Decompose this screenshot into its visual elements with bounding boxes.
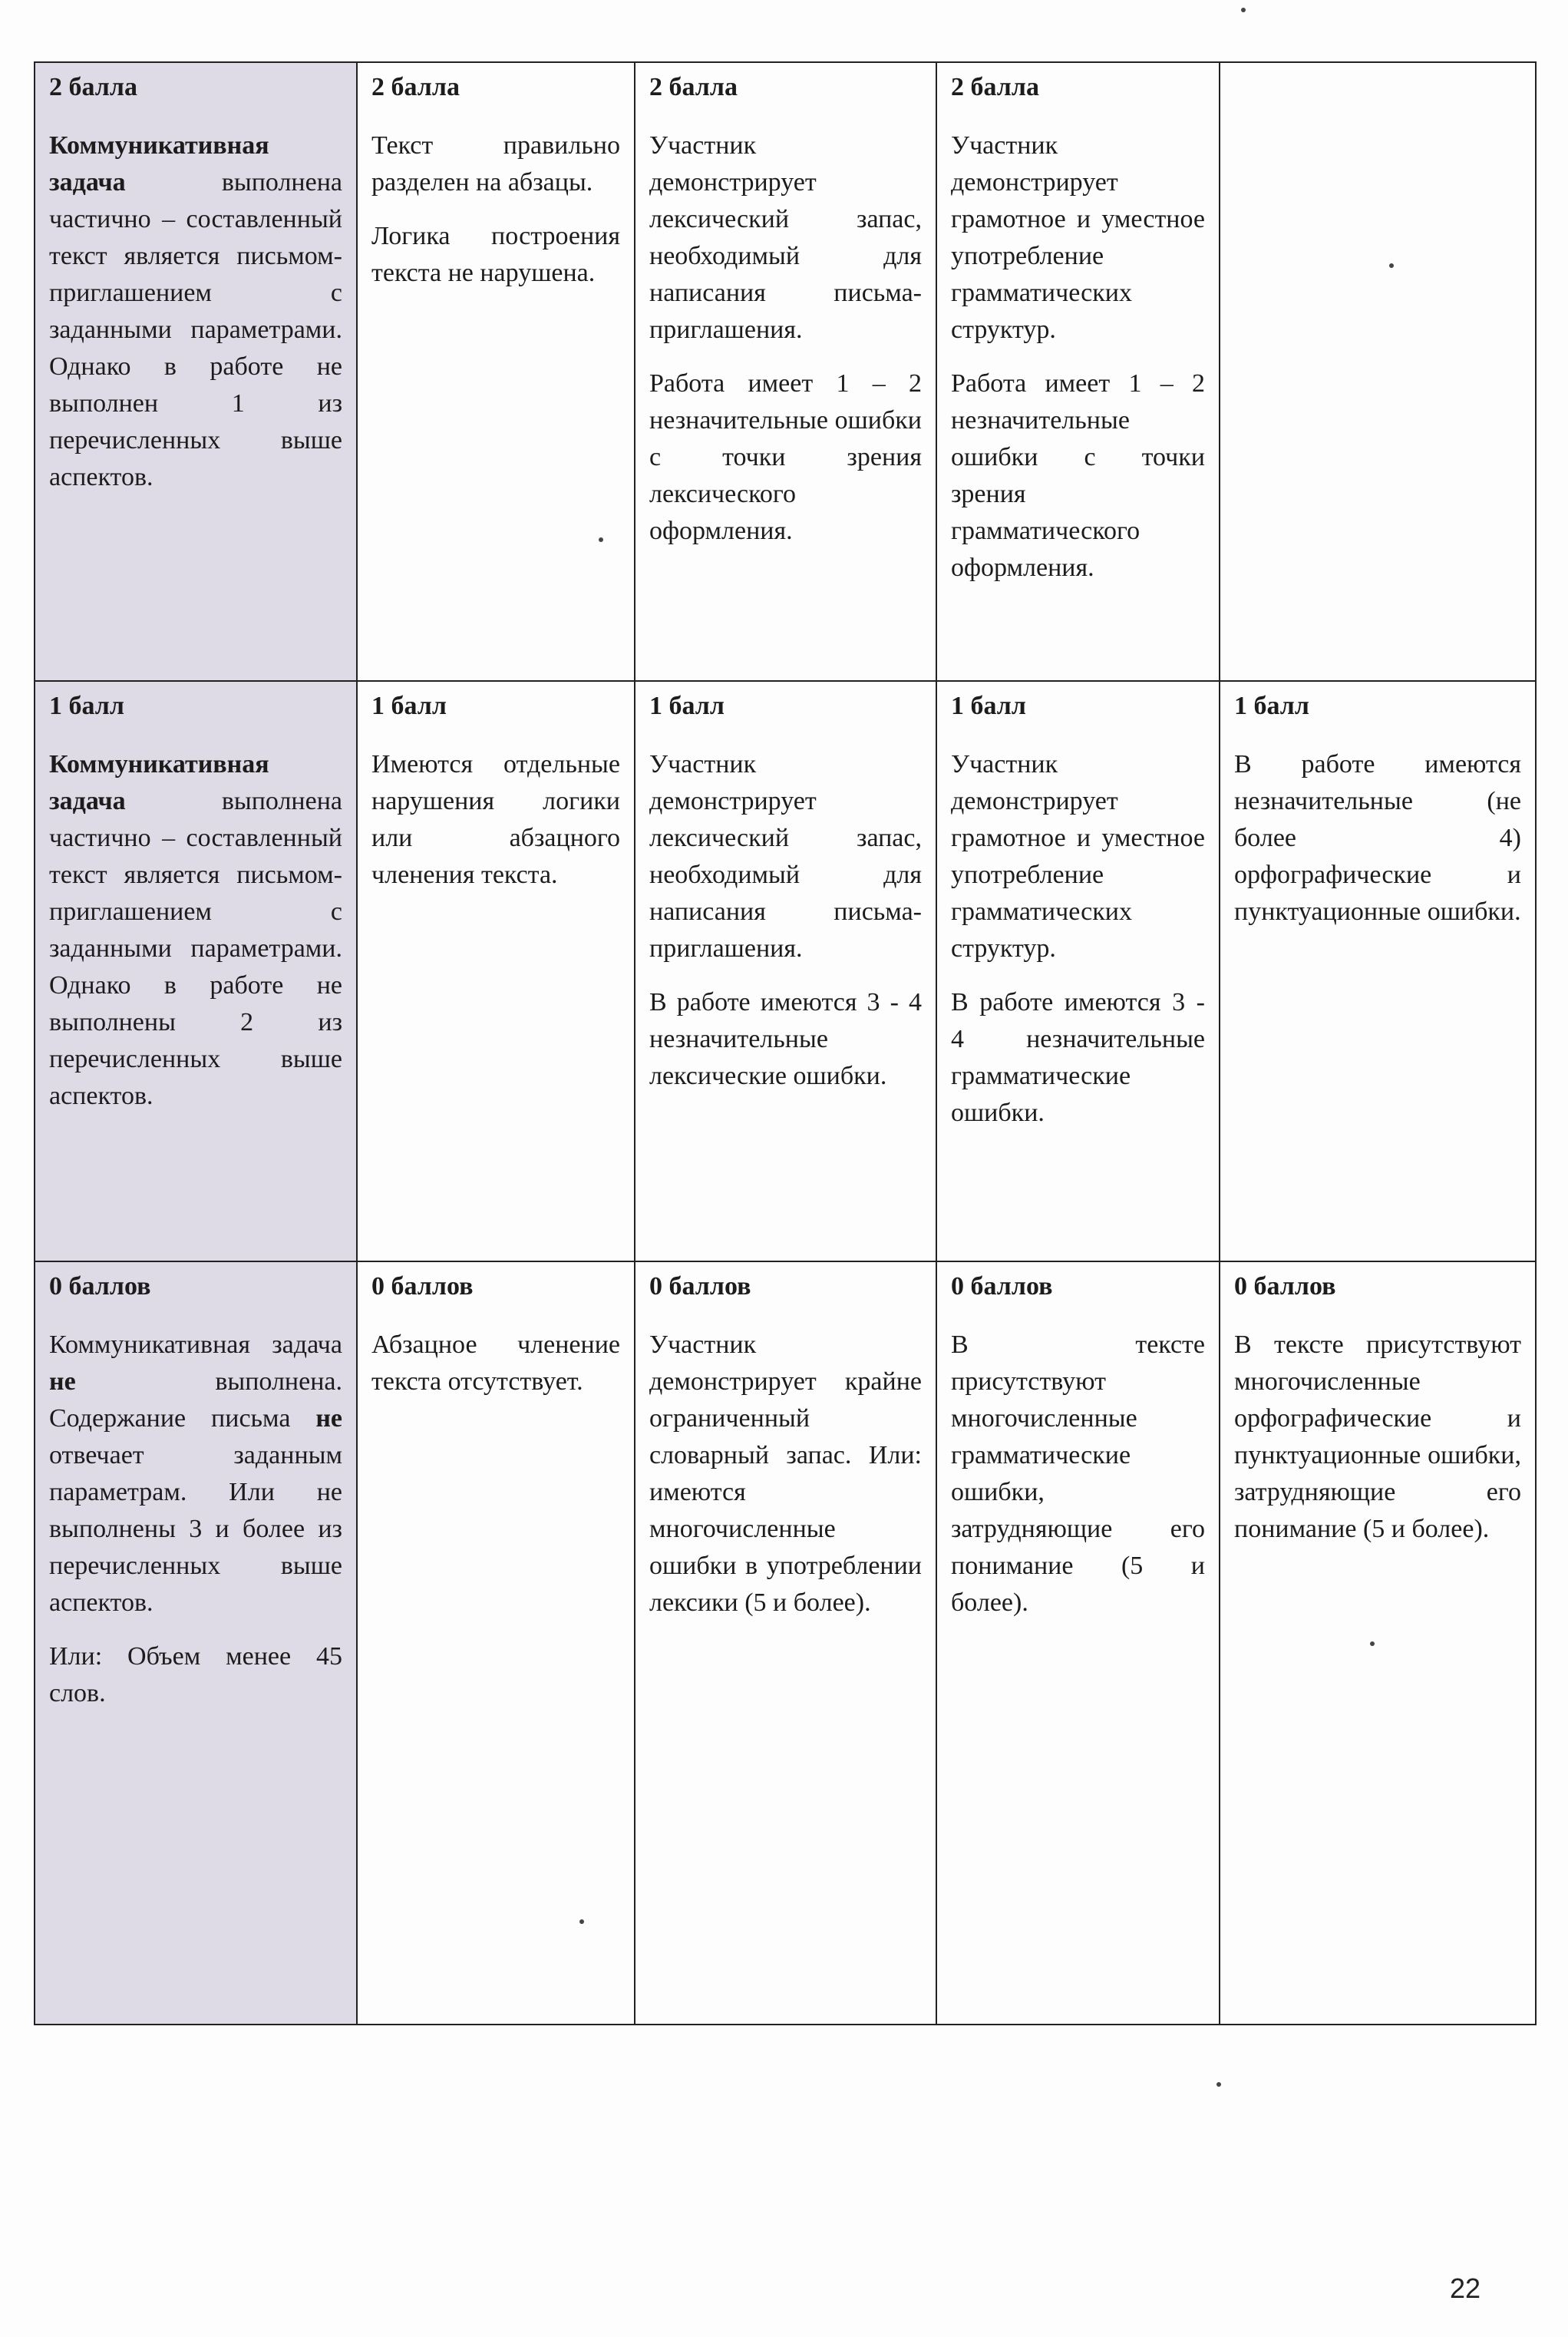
criterion-text: Участник демонстрирует лексический запас, необходимый для написания письма-приглашения. [649,131,922,344]
criterion-text: Работа имеет 1 – 2 незначительные ошибки с точки зрения лексического оформления. [649,369,922,545]
criterion-text [49,127,342,496]
criterion-text: В тексте присутствуют многочисленные грамматические ошибки, затрудняющие его понимание (5 и более). [951,1330,1205,1617]
criterion-description: выполнена частично – составленный текст является письмом-приглашением с заданными параметрами. Однако в работе не выполнен 1 из перечисленных выше аспектов. [49,168,342,491]
cell-grammar-1-point [936,681,1220,1261]
table-row-2-points [35,62,1536,681]
scan-speck [579,1919,584,1924]
cell-spelling-0-points [1220,1261,1536,2025]
score-label: 1 балл [951,692,1026,720]
cell-task-2-points [35,62,357,681]
criterion-text: В работе имеются незначительные (не более 4) орфографические и пунктуационные ошибки. [1234,750,1521,926]
criterion-description: Коммуникативная задача [49,1330,342,1359]
score-label: 2 балла [951,73,1039,101]
score-label: 2 балла [371,73,460,101]
criterion-text: Участник демонстрирует крайне ограниченный словарный запас. Или: имеются многочисленные ошибки в употреблении лексики (5 и более). [649,1330,922,1617]
cell-organization-2-points [357,62,635,681]
criterion-text: Работа имеет 1 – 2 незначительные ошибки с точки зрения грамматического оформления. [951,369,1205,582]
cell-grammar-0-points [936,1261,1220,2025]
table-row-0-points [35,1261,1536,2025]
criterion-text [49,746,342,1115]
scan-speck [1370,1641,1375,1646]
assessment-criteria-table [34,61,1537,2025]
criterion-text: Абзацное членение текста отсутствует. [371,1330,620,1396]
scan-speck [1216,2082,1221,2087]
cell-organization-1-point [357,681,635,1261]
criterion-keyword: Коммуникативная задача [49,131,269,197]
criterion-text: Участник демонстрирует грамотное и уместное употребление грамматических структур. [951,750,1205,963]
page-number: 22 [1449,2273,1481,2304]
cell-spelling-1-point [1220,681,1536,1261]
criterion-text: В работе имеются 3 - 4 незначительные лексические ошибки. [649,988,922,1090]
cell-task-0-points [35,1261,357,2025]
cell-organization-0-points [357,1261,635,2025]
criterion-keyword: не [49,1367,76,1396]
table-row-1-point [35,681,1536,1261]
criterion-text: В тексте присутствуют многочисленные орфографические и пунктуационные ошибки, затрудняющие его понимание (5 и более). [1234,1330,1521,1543]
score-label: 1 балл [1234,692,1309,720]
score-label: 0 баллов [1234,1272,1336,1301]
criterion-text: Логика построения текста не нарушена. [371,222,620,287]
cell-vocabulary-0-points [635,1261,936,2025]
score-label: 2 балла [649,73,738,101]
score-label: 0 баллов [49,1272,151,1301]
criterion-text: Имеются отдельные нарушения логики или абзацного членения текста. [371,750,620,889]
scan-speck [1389,263,1394,268]
score-label: 0 баллов [371,1272,474,1301]
cell-spelling-empty [1220,62,1536,681]
score-label: 0 баллов [951,1272,1053,1301]
criterion-description: отвечает заданным параметрам. Или не выполнены 3 и более из перечисленных выше аспектов. [49,1441,342,1617]
scan-speck [1241,8,1246,12]
scan-speck [599,537,603,542]
criterion-text [49,1327,342,1621]
criterion-text: Текст правильно разделен на абзацы. [371,131,620,197]
criterion-keyword: Коммуникативная задача [49,750,269,815]
criterion-text: Участник демонстрирует грамотное и уместное употребление грамматических структур. [951,131,1205,344]
score-label: 2 балла [49,73,137,101]
cell-task-1-point [35,681,357,1261]
criterion-text: Или: Объем менее 45 слов. [49,1642,342,1707]
cell-vocabulary-1-point [635,681,936,1261]
score-label: 1 балл [371,692,447,720]
criterion-text: В работе имеются 3 - 4 незначительные грамматические ошибки. [951,988,1205,1127]
criterion-description: выполнена. Содержание письма [49,1367,342,1433]
score-label: 1 балл [649,692,725,720]
cell-vocabulary-2-points [635,62,936,681]
cell-grammar-2-points [936,62,1220,681]
score-label: 1 балл [49,692,124,720]
criterion-keyword: не [315,1404,342,1433]
score-label: 0 баллов [649,1272,751,1301]
criterion-text: Участник демонстрирует лексический запас, необходимый для написания письма-приглашения. [649,750,922,963]
criterion-description: выполнена частично – составленный текст является письмом-приглашением с заданными параметрами. Однако в работе не выполнены 2 из перечисленных выше аспектов. [49,787,342,1110]
